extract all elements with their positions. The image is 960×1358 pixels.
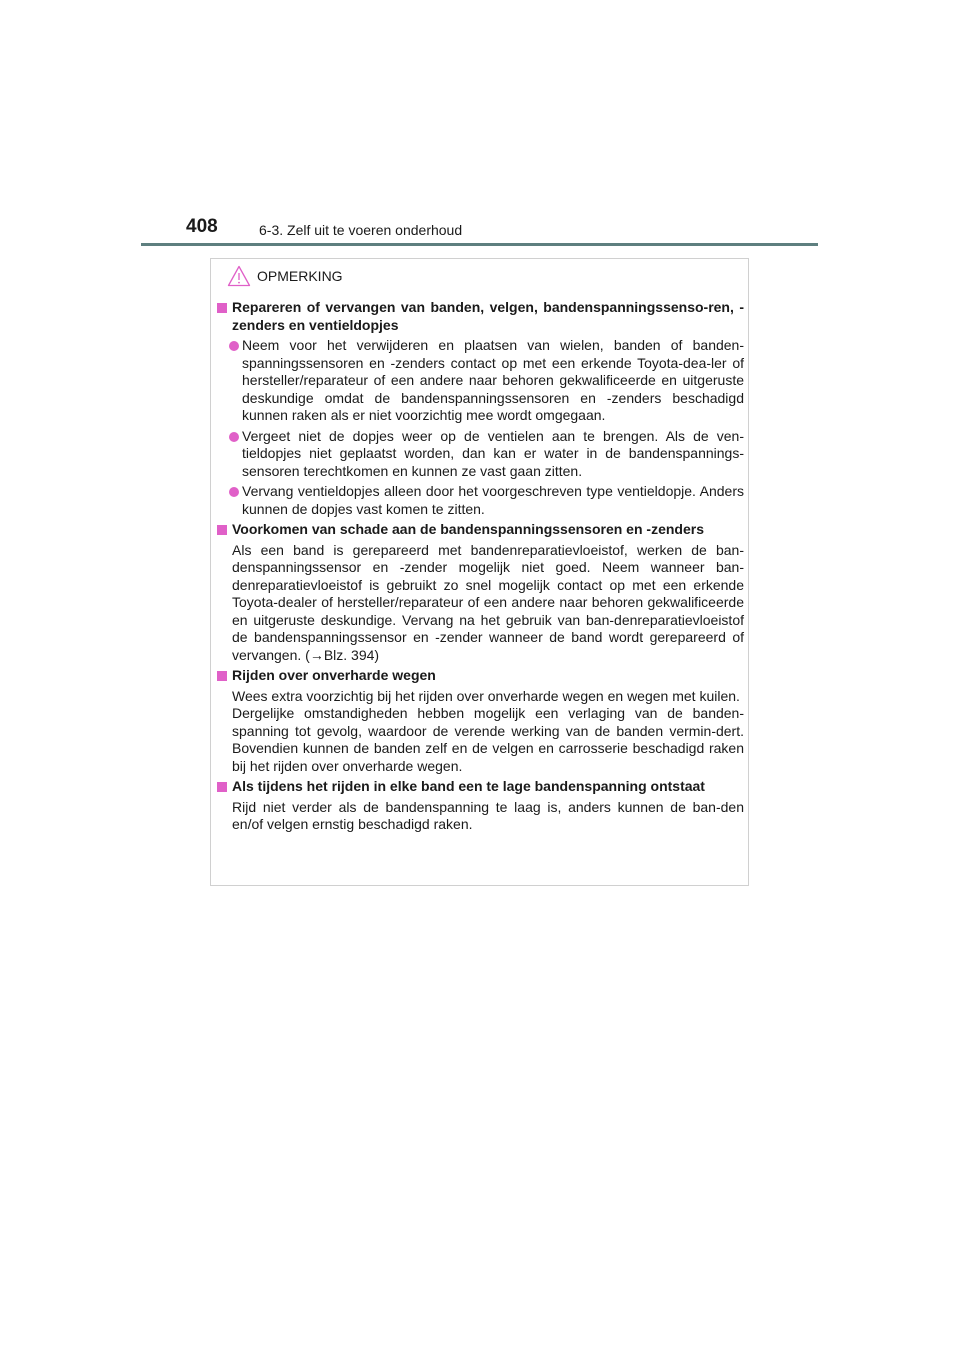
circle-bullet-icon — [229, 487, 239, 497]
square-bullet-icon — [217, 525, 227, 535]
notice-header — [227, 263, 343, 289]
section-heading-text: Voorkomen van schade aan de bandenspanningssensoren en -zenders — [232, 521, 704, 537]
notice-box — [210, 258, 749, 886]
bullet-item — [217, 428, 744, 481]
paragraph: Dergelijke omstandigheden hebben mogelijk een verlaging van de banden-spanning tot gevolg, waardoor de verende werking van de banden vermin-dert. Bovendien kunnen de banden zelf en de velgen en carrosserie beschadigd raken bij het rijden over onverharde wegen. — [232, 705, 744, 774]
bullet-text: Vervang ventieldopjes alleen door het voorgeschreven type ventieldopje. Anders kunnen de dopjes vast komen te zitten. — [242, 483, 744, 517]
page-number: 408 — [186, 216, 218, 237]
circle-bullet-icon — [229, 432, 239, 442]
bullet-item — [217, 483, 744, 518]
bullet-text: Neem voor het verwijderen en plaatsen van wielen, banden of banden-spanningssensoren en -zenders contact op met een erkende Toyota-dea-ler of hersteller/reparateur of een andere naar behoren gekwalificeerde en uitgeruste deskundige omdat de bandenspanningssensoren en -zenders beschadigd kunnen raken als er niet voorzichtig mee wordt omgegaan. — [242, 337, 744, 423]
section-heading — [217, 299, 744, 334]
header-rule — [141, 243, 818, 246]
notice-content — [217, 299, 744, 837]
section-heading — [217, 521, 744, 539]
notice-title: OPMERKING — [257, 268, 343, 284]
paragraph: Wees extra voorzichtig bij het rijden over onverharde wegen en wegen met kuilen. — [232, 687, 740, 704]
warning-triangle-icon — [227, 265, 251, 287]
square-bullet-icon — [217, 303, 227, 313]
bullet-item — [217, 337, 744, 425]
bullet-text: Vergeet niet de dopjes weer op de ventielen aan te brengen. Als de ven-tieldopjes niet geplaatst worden, dan kan er water in de bandenspannings-sensoren terechtkomen en kunnen ze vast gaan zitten. — [242, 427, 744, 479]
section-heading — [217, 667, 744, 685]
square-bullet-icon — [217, 671, 227, 681]
section-heading-text: Als tijdens het rijden in elke band een te lage bandenspanning ontstaat — [232, 778, 705, 794]
section-heading-text: Rijden over onverharde wegen — [232, 667, 436, 683]
square-bullet-icon — [217, 782, 227, 792]
paragraph: Rijd niet verder als de bandenspanning te laag is, anders kunnen de ban-den en/of velgen ernstig beschadigd raken. — [232, 798, 744, 832]
section-heading — [217, 778, 744, 796]
section-title: 6-3. Zelf uit te voeren onderhoud — [259, 222, 463, 238]
section-heading-text: Repareren of vervangen van banden, velgen, bandenspanningssenso-ren, -zenders en ventieldopjes — [232, 299, 744, 333]
circle-bullet-icon — [229, 341, 239, 351]
paragraph: Als een band is gerepareerd met bandenreparatievloeistof, werken de ban-denspanningssensor en -zender mogelijk niet goed. Neem wanneer ban-denreparatievloeistof is gebruikt zo snel mogelijk contact op met een erkende Toyota-dealer of hersteller/reparateur of een andere naar behoren gekwalificeerde en uitgeruste deskundige. Vervang na het gebruik van ban-denreparatievloeistof de bandenspanningssensor en -zender wanneer de band wordt gerepareerd of vervangen. (→Blz. 394) — [232, 541, 744, 663]
